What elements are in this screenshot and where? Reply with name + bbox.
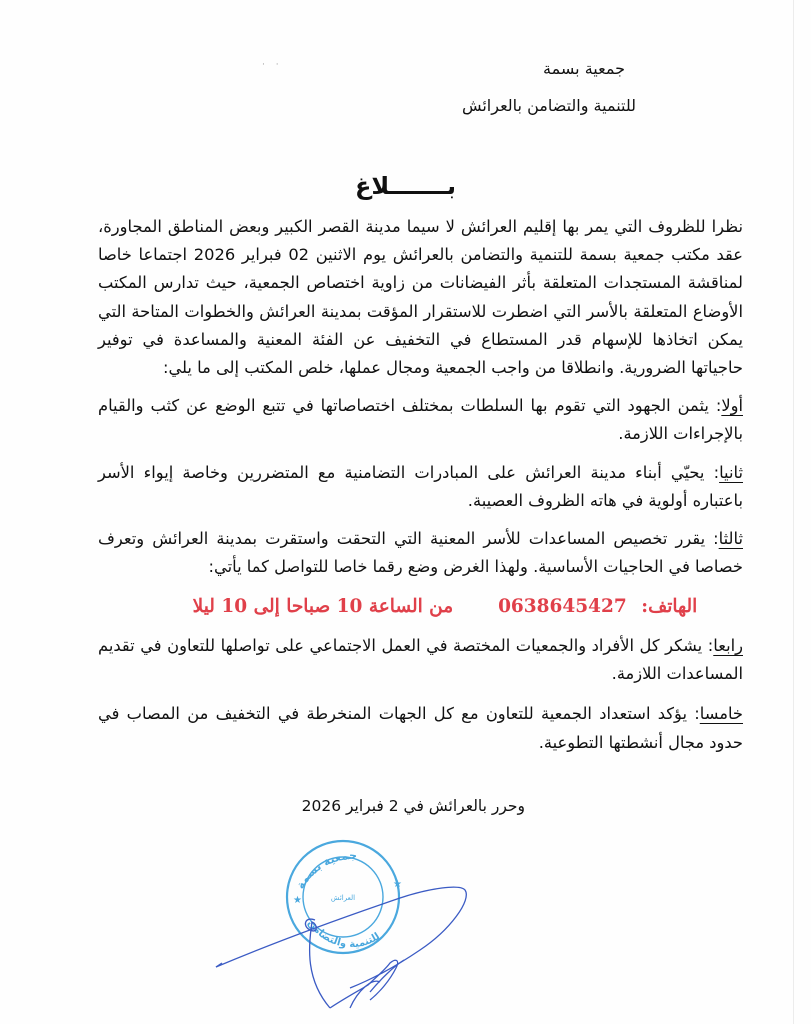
item-text: : يثمن الجهود التي تقوم بها السلطات بمختلف اختصاصاتها في تتبع الوضع عن كثب والقيام بالإجراءات اللازمة. bbox=[98, 396, 743, 444]
item-third bbox=[98, 525, 743, 581]
scan-artifact-dots: · · bbox=[262, 60, 283, 70]
letterhead bbox=[399, 58, 699, 117]
stamp-top-text: جمعية بسمة bbox=[293, 849, 358, 892]
org-name: جمعية بسمة bbox=[543, 59, 625, 78]
stamp-bottom-text: للتنمية والتضامن bbox=[305, 917, 383, 951]
item-label: خامسا bbox=[699, 704, 743, 724]
item-fifth bbox=[98, 700, 743, 756]
item-second bbox=[98, 459, 743, 515]
item-text: : يشكر كل الأفراد والجمعيات المختصة في العمل الاجتماعي على تواصلها للتعاون في تقديم المساعدات اللازمة. bbox=[98, 636, 743, 684]
star-icon: ★ bbox=[293, 895, 302, 906]
item-label: ثانيا bbox=[719, 462, 743, 482]
scan-edge-line bbox=[793, 0, 794, 1024]
item-text: : يقرر تخصيص المساعدات للأسر المعنية التي التحقت واستقرت بمدينة العرائش وتعرف خصاصا في الحاجيات الأساسية. ولهذا الغرض وضع رقما خاصا للتواصل كما يأتي: bbox=[98, 529, 743, 577]
item-label: رابعا bbox=[713, 636, 743, 655]
document-body-continued bbox=[98, 632, 743, 769]
phone-number[interactable]: 0638645427 bbox=[498, 596, 627, 617]
item-label: أولا bbox=[721, 396, 743, 416]
item-fourth bbox=[98, 632, 743, 688]
item-first bbox=[98, 392, 743, 448]
stamp-and-signature bbox=[180, 820, 530, 1024]
star-icon: ★ bbox=[393, 879, 402, 890]
place-and-date: وحرر بالعرائش في 2 فبراير 2026 bbox=[301, 797, 525, 815]
document-body bbox=[98, 213, 743, 581]
intro-paragraph: نظرا للظروف التي يمر بها إقليم العرائش لا سيما مدينة القصر الكبير وبعض المناطق المجاورة، عقد مكتب جمعية بسمة للتنمية والتضامن بالعرائش يوم الاثنين 02 فبراير 2026 اجتماعا خاصا لمناقشة المستجدات المتعلقة بأثر الفيضانات من زاوية اختصاص الجمعية، حيث تدارس المكتب الأوضاع المتعلقة بالأسر التي اضطرت للاستقرار المؤقت بمدينة العرائش والخطوات المتاحة التي يمكن اتخاذها للإسهام قدر المستطاع في التخفيف عن الفئة المعنية والمساعدة في توفير حاجياتها الضرورية. وانطلاقا من واجب الجمعية ومجال عملها، خلص المكتب إلى ما يلي: bbox=[98, 217, 743, 378]
item-label: ثالثا bbox=[718, 529, 743, 549]
document-title: بـــــــلاغ bbox=[354, 172, 457, 200]
org-subtitle: للتنمية والتضامن بالعرائش bbox=[461, 96, 637, 115]
item-text: : يحيّي أبناء مدينة العرائش على المبادرات التضامنية مع المتضررين وخاصة إيواء الأسر باعتباره أولوية في هاته الظروف العصيبة. bbox=[98, 462, 743, 510]
stamp-center-text: العرائش bbox=[330, 894, 356, 902]
phone-label: الهاتف: bbox=[641, 596, 698, 617]
contact-hours: من الساعة 10 صباحا إلى 10 ليلا bbox=[192, 596, 454, 617]
item-text: : يؤكد استعداد الجمعية للتعاون مع كل الجهات المنخرطة في التخفيف من المصاب في حدود مجال أنشطتها التطوعية. bbox=[98, 704, 743, 752]
stamp bbox=[287, 841, 402, 953]
contact-line bbox=[150, 596, 740, 617]
